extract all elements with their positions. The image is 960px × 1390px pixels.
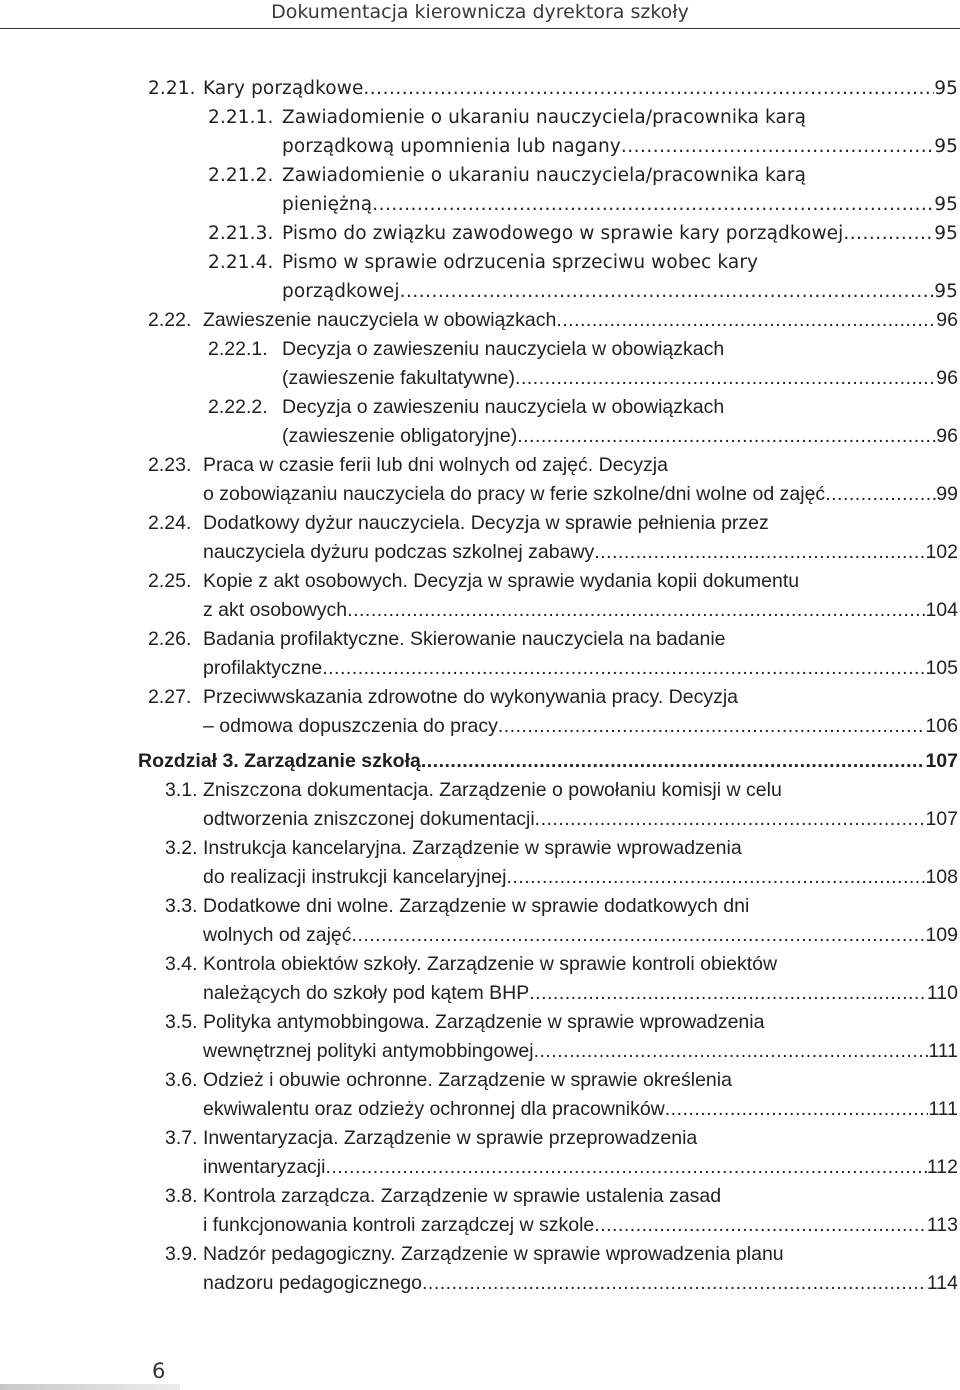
dot-leader — [372, 190, 934, 219]
toc-entry-number: 3.5. — [165, 1011, 198, 1033]
toc-line — [0, 892, 960, 921]
dot-leader — [400, 277, 935, 306]
toc-line — [0, 654, 960, 683]
toc-line — [0, 1066, 960, 1095]
toc-entry-number: 2.22.2. — [208, 396, 268, 418]
dot-leader — [421, 747, 926, 776]
toc-entry-number: 2.24. — [148, 512, 192, 534]
toc-entry-number: 2.21.1. — [208, 107, 274, 128]
toc-entry-number: 3.9. — [165, 1243, 198, 1265]
toc-entry-title: Badania profilaktyczne. Skierowanie nauczyciela na badanie — [203, 628, 726, 650]
toc-entry-link[interactable] — [282, 190, 958, 219]
toc-line — [0, 1269, 960, 1298]
toc-entry-link[interactable] — [282, 422, 958, 451]
toc-entry-link[interactable] — [203, 1095, 958, 1124]
dot-leader — [325, 1153, 926, 1182]
toc-line — [0, 1153, 960, 1182]
toc-entry-title: z akt osobowych — [203, 599, 348, 621]
toc-entry-number: 2.26. — [148, 628, 192, 650]
toc-entry-link[interactable] — [203, 306, 958, 335]
toc-entry-title: Polityka antymobbingowa. Zarządzenie w sprawie wprowadzenia — [203, 1011, 765, 1033]
dot-leader — [498, 712, 926, 741]
toc-line — [0, 190, 960, 219]
toc-page-number: 111 — [928, 1040, 958, 1062]
toc-entry-number: 2.23. — [148, 454, 192, 476]
toc-line — [0, 979, 960, 1008]
toc-entry-title: nadzoru pedagogicznego — [203, 1272, 423, 1294]
toc-page-number: 95 — [934, 136, 958, 157]
toc-entry-link[interactable] — [203, 979, 958, 1008]
toc-entry-title: do realizacji instrukcji kancelaryjnej — [203, 866, 507, 888]
toc-page-number: 113 — [926, 1214, 958, 1236]
toc-line — [0, 567, 960, 596]
toc-entry-title: nauczyciela dyżuru podczas szkolnej zabawy — [203, 541, 595, 563]
toc-entry-title: Decyzja o zawieszeniu nauczyciela w obowiązkach — [282, 338, 725, 360]
toc-line — [0, 834, 960, 863]
toc-page-number: 107 — [925, 808, 958, 830]
toc-entry-title: (zawieszenie fakultatywne) — [282, 367, 516, 389]
toc-page-number: 96 — [936, 309, 958, 331]
toc-page-number: 114 — [926, 1272, 958, 1294]
toc-entry-number: 3.8. — [165, 1185, 198, 1207]
toc-entry-link[interactable] — [282, 132, 958, 161]
toc-entry-title: Dodatkowe dni wolne. Zarządzenie w sprawie dodatkowych dni — [203, 895, 750, 917]
toc-entry-title: profilaktyczne — [203, 657, 323, 679]
toc-entry-title: porządkową upomnienia lub nagany — [282, 136, 621, 157]
dot-leader — [529, 979, 927, 1008]
toc-page-number: 95 — [934, 194, 958, 215]
dot-leader — [506, 863, 925, 892]
toc-entry-number: 3.7. — [165, 1127, 198, 1149]
dot-leader — [594, 538, 925, 567]
toc-entry-number: 2.21.2. — [208, 165, 274, 186]
toc-entry-title: Kopie z akt osobowych. Decyzja w sprawie wydania kopii dokumentu — [203, 570, 800, 592]
toc-entry-link[interactable] — [203, 1037, 958, 1066]
toc-page-number: 95 — [934, 78, 958, 99]
dot-leader — [347, 596, 925, 625]
toc-entry-number: 2.21.4. — [208, 252, 274, 273]
dot-leader — [556, 306, 936, 335]
toc-entry-number: 3.1. — [165, 779, 198, 801]
toc-page-number: 105 — [925, 657, 958, 679]
toc-page-number: 108 — [925, 866, 958, 888]
toc-page-number: 95 — [934, 281, 958, 302]
toc-page-number: 110 — [926, 982, 958, 1004]
toc-entry-title: Przeciwwskazania zdrowotne do wykonywania pracy. Decyzja — [203, 686, 739, 708]
toc-line — [0, 625, 960, 654]
toc-entry-number: 3.6. — [165, 1069, 198, 1091]
toc-entry-number: 3.4. — [165, 953, 198, 975]
toc-line — [0, 805, 960, 834]
toc-entry-title: Dodatkowy dyżur nauczyciela. Decyzja w sprawie pełnienia przez — [203, 512, 769, 534]
toc-line — [0, 480, 960, 509]
toc-page-number: 96 — [936, 425, 958, 447]
toc-line — [0, 393, 960, 422]
toc-entry-link[interactable] — [203, 74, 958, 103]
toc-entry-link[interactable] — [282, 364, 958, 393]
toc-entry-title: Kary porządkowe — [203, 78, 364, 99]
toc-line — [0, 335, 960, 364]
toc-entry-link[interactable] — [203, 1211, 958, 1240]
toc-entry-title: – odmowa dopuszczenia do pracy — [203, 715, 498, 737]
toc-entry-title: inwentaryzacji — [203, 1156, 326, 1178]
toc-page-number: 106 — [925, 715, 958, 737]
toc-line — [0, 596, 960, 625]
toc-entry-link[interactable] — [203, 596, 958, 625]
dot-leader — [515, 364, 936, 393]
toc-line — [0, 747, 960, 776]
toc-entry-title: Instrukcja kancelaryjna. Zarządzenie w sprawie wprowadzenia — [203, 837, 742, 859]
toc-line — [0, 132, 960, 161]
toc-entry-title: Rozdział 3. Zarządzanie szkołą — [138, 750, 421, 772]
toc-line — [0, 219, 960, 248]
toc-entry-title: Zawieszenie nauczyciela w obowiązkach — [203, 309, 557, 331]
toc-line — [0, 921, 960, 950]
toc-line — [0, 1182, 960, 1211]
toc-entry-number: 2.27. — [148, 686, 192, 708]
toc-entry-number: 3.2. — [165, 837, 198, 859]
toc-line — [0, 1211, 960, 1240]
toc-entry-link[interactable] — [203, 921, 958, 950]
toc-page-number: 109 — [925, 924, 958, 946]
toc-entry-title: o zobowiązaniu nauczyciela do pracy w ferie szkolne/dni wolne od zajęć — [203, 483, 826, 505]
page-number: 6 — [152, 1359, 166, 1383]
toc-line — [0, 1008, 960, 1037]
toc-entry-link[interactable] — [203, 863, 958, 892]
toc-entry-title: Kontrola zarządcza. Zarządzenie w sprawie ustalenia zasad — [203, 1185, 722, 1207]
dot-leader — [665, 1095, 929, 1124]
toc-entry-title: Decyzja o zawieszeniu nauczyciela w obowiązkach — [282, 396, 725, 418]
toc-line — [0, 509, 960, 538]
toc-entry-title: wolnych od zajęć — [203, 924, 352, 946]
dot-leader — [422, 1269, 927, 1298]
toc-line — [0, 1095, 960, 1124]
dot-leader — [322, 654, 925, 683]
toc-line — [0, 538, 960, 567]
toc-entry-link[interactable] — [203, 654, 958, 683]
toc-line — [0, 1037, 960, 1066]
toc-entry-title: Pismo w sprawie odrzucenia sprzeciwu wobec kary — [282, 252, 759, 273]
toc-entry-title: (zawieszenie obligatoryjne) — [282, 425, 518, 447]
dot-leader — [535, 805, 926, 834]
toc-entry-link[interactable] — [203, 538, 958, 567]
toc-entry-title: Zniszczona dokumentacja. Zarządzenie o powołaniu komisji w celu — [203, 779, 782, 801]
toc-entry-link[interactable] — [203, 480, 958, 509]
table-of-contents — [0, 74, 960, 1298]
toc-entry-title: ekwiwalentu oraz odzieży ochronnej dla pracowników — [203, 1098, 665, 1120]
dot-leader — [534, 1037, 929, 1066]
dot-leader — [825, 480, 936, 509]
toc-entry-title: Pismo do związku zawodowego w sprawie kary porządkowej — [282, 223, 844, 244]
toc-entry-title: Zawiadomienie o ukaraniu nauczyciela/pracownika karą — [282, 165, 807, 186]
dot-leader — [352, 921, 926, 950]
toc-entry-number: 2.21. — [148, 78, 196, 99]
toc-line — [0, 364, 960, 393]
running-header: Dokumentacja kierownicza dyrektora szkoły — [271, 1, 689, 23]
toc-line — [0, 776, 960, 805]
toc-page-number: 95 — [934, 223, 958, 244]
page-number-bar — [0, 1384, 180, 1390]
toc-entry-title: Kontrola obiektów szkoły. Zarządzenie w sprawie kontroli obiektów — [203, 953, 778, 975]
toc-page-number: 99 — [936, 483, 958, 505]
toc-line — [0, 712, 960, 741]
toc-line — [0, 1124, 960, 1153]
toc-page-number: 111 — [928, 1098, 958, 1120]
toc-line — [0, 863, 960, 892]
toc-entry-title: Inwentaryzacja. Zarządzenie w sprawie przeprowadzenia — [203, 1127, 698, 1149]
toc-entry-link[interactable] — [138, 747, 958, 776]
toc-entry-title: pieniężną — [282, 194, 373, 215]
toc-entry-link[interactable] — [203, 1269, 958, 1298]
toc-line — [0, 248, 960, 277]
toc-entry-link[interactable] — [203, 805, 958, 834]
toc-entry-title: Nadzór pedagogiczny. Zarządzenie w sprawie wprowadzenia planu — [203, 1243, 784, 1265]
toc-page-number: 107 — [925, 750, 958, 772]
toc-entry-title: Zawiadomienie o ukaraniu nauczyciela/pracownika karą — [282, 107, 807, 128]
toc-line — [0, 103, 960, 132]
toc-line — [0, 451, 960, 480]
toc-entry-number: 2.22.1. — [208, 338, 268, 360]
toc-entry-number: 2.25. — [148, 570, 192, 592]
toc-line — [0, 950, 960, 979]
toc-entry-number: 2.21.3. — [208, 223, 274, 244]
toc-line — [0, 306, 960, 335]
toc-page-number: 102 — [925, 541, 958, 563]
toc-page-number: 104 — [925, 599, 958, 621]
toc-line — [0, 683, 960, 712]
toc-page-number: 96 — [936, 367, 958, 389]
dot-leader — [621, 132, 934, 161]
dot-leader — [843, 219, 934, 248]
toc-entry-link[interactable] — [203, 1153, 958, 1182]
header-rule — [0, 28, 960, 29]
toc-page-number: 112 — [926, 1156, 958, 1178]
toc-line — [0, 422, 960, 451]
toc-entry-title: wewnętrznej polityki antymobbingowej — [203, 1040, 534, 1062]
toc-entry-link[interactable] — [203, 712, 958, 741]
dot-leader — [594, 1211, 927, 1240]
dot-leader — [363, 74, 934, 103]
toc-entry-link[interactable] — [282, 277, 958, 306]
toc-entry-title: Odzież i obuwie ochronne. Zarządzenie w sprawie określenia — [203, 1069, 732, 1091]
toc-line — [0, 1240, 960, 1269]
toc-entry-title: należących do szkoły pod kątem BHP — [203, 982, 530, 1004]
toc-entry-number: 3.3. — [165, 895, 198, 917]
dot-leader — [517, 422, 936, 451]
toc-line — [0, 74, 960, 103]
toc-line — [0, 161, 960, 190]
toc-line — [0, 277, 960, 306]
toc-entry-title: odtworzenia zniszczonej dokumentacji — [203, 808, 535, 830]
toc-entry-title: i funkcjonowania kontroli zarządczej w szkole — [203, 1214, 595, 1236]
toc-entry-title: Praca w czasie ferii lub dni wolnych od zajęć. Decyzja — [203, 454, 668, 476]
toc-entry-title: porządkowej — [282, 281, 400, 302]
toc-entry-number: 2.22. — [148, 309, 192, 331]
toc-entry-link[interactable] — [282, 219, 958, 248]
